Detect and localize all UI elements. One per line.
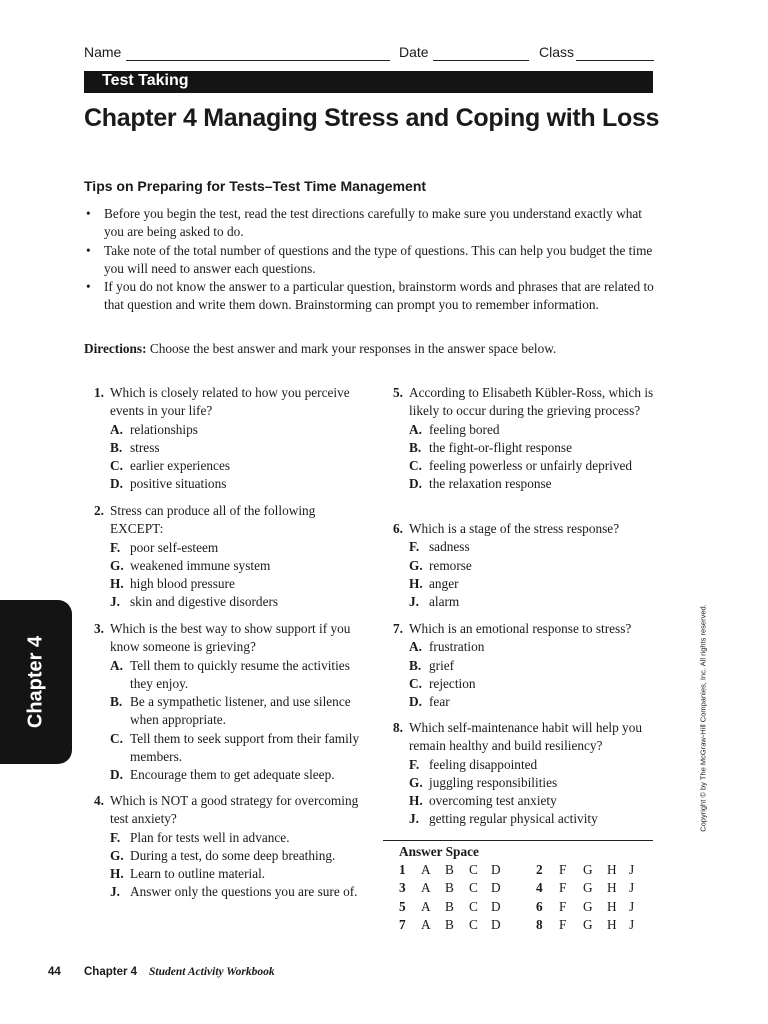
question-number: 3. <box>94 621 104 636</box>
question-5 <box>383 384 673 494</box>
side-tab-label: Chapter 4 <box>24 635 47 729</box>
footer-chapter: Chapter 4 <box>84 966 138 978</box>
option-letter: A. <box>110 421 123 437</box>
answer-choice[interactable]: G <box>583 880 593 896</box>
name-label: Name <box>84 44 122 60</box>
class-label: Class <box>539 44 575 60</box>
option-text: the relaxation response <box>429 476 552 492</box>
option-letter: G. <box>409 557 423 573</box>
answer-choice[interactable]: J <box>629 880 635 896</box>
answer-option <box>110 847 368 865</box>
option-letter: A. <box>110 657 123 673</box>
option-text: Tell them to seek support from their family members. <box>130 730 360 765</box>
answer-choice[interactable]: D <box>491 898 501 914</box>
answer-choice[interactable]: F <box>559 880 567 896</box>
answer-choice[interactable]: G <box>583 898 593 914</box>
answer-choice[interactable]: A <box>421 862 431 877</box>
option-text: feeling bored <box>429 421 500 437</box>
question-7 <box>383 620 673 711</box>
answer-choice[interactable]: D <box>491 916 501 932</box>
answer-choice[interactable]: C <box>469 898 478 914</box>
option-text: high blood pressure <box>130 576 235 592</box>
answer-choice[interactable]: F <box>559 862 567 877</box>
answer-option <box>409 638 673 656</box>
option-letter: H. <box>409 793 423 809</box>
class-line <box>576 46 654 61</box>
header-fields <box>84 44 654 64</box>
answer-choice[interactable]: C <box>469 880 478 896</box>
directions-label: Directions: <box>84 341 147 356</box>
answer-choice[interactable]: D <box>491 862 501 877</box>
answer-option <box>110 457 356 475</box>
question-6 <box>383 520 673 611</box>
answer-option <box>110 439 356 457</box>
option-text: sadness <box>429 539 470 555</box>
tip-item: • If you do not know the answer to a particular question, brainstorm words and phrases that are related to that question and write them down. Brainstorming can prompt you to remember information. <box>84 278 654 315</box>
answer-choice[interactable]: D <box>491 880 501 896</box>
question-text: According to Elisabeth Kübler-Ross, which is likely to occur during the grieving process? <box>409 385 654 419</box>
answer-choice[interactable]: J <box>629 898 635 914</box>
question-2 <box>84 502 356 612</box>
answer-option <box>409 439 673 457</box>
option-letter: J. <box>409 594 419 610</box>
answer-question-number: 3 <box>399 880 406 896</box>
question-8 <box>383 719 673 829</box>
answer-choice[interactable]: H <box>607 862 617 877</box>
option-letter: B. <box>110 439 123 455</box>
option-text: Plan for tests well in advance. <box>130 829 290 845</box>
answer-question-number: 8 <box>536 916 543 932</box>
answer-option <box>409 575 673 593</box>
option-letter: B. <box>110 694 123 710</box>
option-text: juggling responsibilities <box>429 774 558 790</box>
answer-choice[interactable]: H <box>607 880 617 896</box>
option-text: During a test, do some deep breathing. <box>130 847 336 863</box>
question-number: 7. <box>393 621 403 636</box>
answer-option <box>409 810 673 828</box>
answer-choice[interactable]: G <box>583 862 593 877</box>
answer-option <box>409 457 673 475</box>
answer-choice[interactable]: F <box>559 916 567 932</box>
tips-list <box>84 205 654 315</box>
option-letter: G. <box>110 847 124 863</box>
option-text: Learn to outline material. <box>130 866 266 882</box>
answer-option <box>110 575 356 593</box>
answer-choice[interactable]: A <box>421 898 431 914</box>
option-text: getting regular physical activity <box>429 811 598 827</box>
option-text: anger <box>429 575 459 591</box>
option-letter: H. <box>409 575 423 591</box>
option-letter: D. <box>409 694 422 710</box>
option-letter: F. <box>409 756 420 772</box>
answer-option <box>110 865 368 883</box>
directions <box>84 340 564 358</box>
answer-choice[interactable]: A <box>421 916 431 932</box>
answer-option <box>110 657 368 694</box>
answer-option <box>110 421 356 439</box>
answer-row <box>399 880 659 898</box>
answer-choice[interactable]: C <box>469 916 478 932</box>
answer-choice[interactable]: B <box>445 898 454 914</box>
answer-option <box>409 538 673 556</box>
option-letter: B. <box>409 657 422 673</box>
option-text: positive situations <box>130 476 227 492</box>
directions-text: Choose the best answer and mark your responses in the answer space below. <box>146 341 557 356</box>
option-letter: J. <box>110 884 120 900</box>
answer-option <box>409 421 673 439</box>
question-text: Which is an emotional response to stress? <box>409 621 632 636</box>
question-text: Which is the best way to show support if you know someone is grieving? <box>110 621 351 655</box>
chapter-title: Chapter 4 Managing Stress and Coping with Loss <box>84 104 660 132</box>
section-banner <box>84 71 653 93</box>
banner-label: Test Taking <box>102 72 189 89</box>
date-label: Date <box>399 44 429 60</box>
answer-space-title: Answer Space <box>399 844 479 859</box>
option-text: the fight-or-flight response <box>429 439 573 455</box>
option-text: relationships <box>130 421 198 437</box>
question-number: 5. <box>393 385 403 400</box>
answer-question-number: 1 <box>399 862 406 877</box>
answer-option <box>409 792 673 810</box>
chapter-side-tab <box>0 600 72 764</box>
answer-option <box>110 829 368 847</box>
answer-option <box>409 657 673 675</box>
option-text: frustration <box>429 639 485 655</box>
option-letter: C. <box>110 458 123 474</box>
option-text: skin and digestive disorders <box>130 594 279 610</box>
question-text: Which self-maintenance habit will help you remain healthy and build resiliency? <box>409 720 642 754</box>
option-text: Encourage them to get adequate sleep. <box>130 767 335 783</box>
answer-choice[interactable]: G <box>583 916 593 932</box>
option-letter: C. <box>409 675 422 691</box>
answer-option <box>409 557 673 575</box>
answer-row <box>399 917 659 935</box>
answer-option <box>110 475 356 493</box>
answer-choice[interactable]: A <box>421 880 431 896</box>
option-letter: D. <box>110 476 123 492</box>
question-text: Stress can produce all of the following EXCEPT: <box>110 503 316 537</box>
answer-choice[interactable]: B <box>445 880 454 896</box>
answer-option <box>110 557 356 575</box>
option-text: stress <box>130 439 160 455</box>
copyright-notice: Copyright © by The McGraw-Hill Companies, Inc. All rights reserved. <box>698 604 708 832</box>
tips-heading: Tips on Preparing for Tests–Test Time Management <box>84 178 427 194</box>
answer-choice[interactable]: C <box>469 862 478 877</box>
option-text: overcoming test anxiety <box>429 793 557 809</box>
question-1 <box>84 384 356 494</box>
answer-choice[interactable]: F <box>559 898 567 914</box>
option-letter: C. <box>110 730 123 746</box>
answer-question-number: 5 <box>399 898 406 914</box>
page-number: 44 <box>48 966 61 978</box>
option-letter: F. <box>409 539 420 555</box>
option-letter: G. <box>409 774 423 790</box>
option-letter: J. <box>409 811 419 827</box>
question-text: Which is closely related to how you perceive events in your life? <box>110 385 350 419</box>
question-text: Which is NOT a good strategy for overcoming test anxiety? <box>110 793 359 827</box>
answer-choice[interactable]: B <box>445 862 454 877</box>
question-4 <box>84 792 368 902</box>
option-letter: F. <box>110 539 121 555</box>
question-number: 8. <box>393 720 403 735</box>
answer-question-number: 2 <box>536 862 543 877</box>
answer-option <box>110 539 356 557</box>
question-number: 4. <box>94 793 104 808</box>
answer-option <box>110 883 368 901</box>
option-letter: A. <box>409 639 422 655</box>
answer-option <box>110 730 368 767</box>
answer-option <box>409 593 673 611</box>
question-text: Which is a stage of the stress response? <box>409 521 620 536</box>
answer-option <box>110 766 368 784</box>
option-text: rejection <box>429 675 476 691</box>
question-number: 6. <box>393 521 403 536</box>
page-footer <box>48 966 275 978</box>
option-text: Answer only the questions you are sure of. <box>130 884 358 900</box>
option-text: Be a sympathetic listener, and use silence when appropriate. <box>130 694 351 728</box>
option-text: feeling disappointed <box>429 756 538 772</box>
question-number: 2. <box>94 503 104 518</box>
option-letter: D. <box>409 476 422 492</box>
answer-option <box>409 693 673 711</box>
option-letter: H. <box>110 576 124 592</box>
option-text: poor self-esteem <box>130 539 219 555</box>
tip-item: • Take note of the total number of questions and the type of questions. This can help you budget the time you will need to answer each questions. <box>84 242 654 279</box>
answer-option <box>409 675 673 693</box>
option-letter: B. <box>409 439 422 455</box>
answer-question-number: 6 <box>536 898 543 914</box>
answer-row <box>399 862 659 880</box>
option-text: earlier experiences <box>130 458 231 474</box>
option-text: weakened immune system <box>130 557 271 573</box>
tip-item: • Before you begin the test, read the test directions carefully to make sure you understand exactly what you are being asked to do. <box>84 205 654 242</box>
option-letter: G. <box>110 557 124 573</box>
answer-option <box>409 756 673 774</box>
option-text: Tell them to quickly resume the activities they enjoy. <box>130 657 350 691</box>
answer-question-number: 4 <box>536 880 543 896</box>
option-text: grief <box>429 657 455 673</box>
question-3 <box>84 620 368 785</box>
option-letter: D. <box>110 767 123 783</box>
answer-choice[interactable]: H <box>607 898 617 914</box>
date-line <box>433 46 529 61</box>
answer-option <box>409 475 673 493</box>
option-letter: J. <box>110 594 120 610</box>
answer-row <box>399 899 659 917</box>
option-text: fear <box>429 694 450 710</box>
footer-workbook: Student Activity Workbook <box>149 966 275 978</box>
answer-choice[interactable]: H <box>607 916 617 932</box>
option-letter: C. <box>409 458 422 474</box>
option-text: feeling powerless or unfairly deprived <box>429 458 633 474</box>
answer-question-number: 7 <box>399 916 406 932</box>
option-letter: A. <box>409 421 422 437</box>
answer-option <box>110 693 368 730</box>
option-letter: F. <box>110 829 121 845</box>
answer-option <box>409 774 673 792</box>
answer-choice[interactable]: J <box>629 916 635 932</box>
question-number: 1. <box>94 385 104 400</box>
answer-choice[interactable]: J <box>629 862 635 877</box>
option-text: alarm <box>429 594 460 610</box>
answer-option <box>110 593 356 611</box>
name-line <box>126 46 390 61</box>
option-letter: H. <box>110 866 124 882</box>
answer-choice[interactable]: B <box>445 916 454 932</box>
option-text: remorse <box>429 557 472 573</box>
answer-space-rule <box>383 840 653 841</box>
